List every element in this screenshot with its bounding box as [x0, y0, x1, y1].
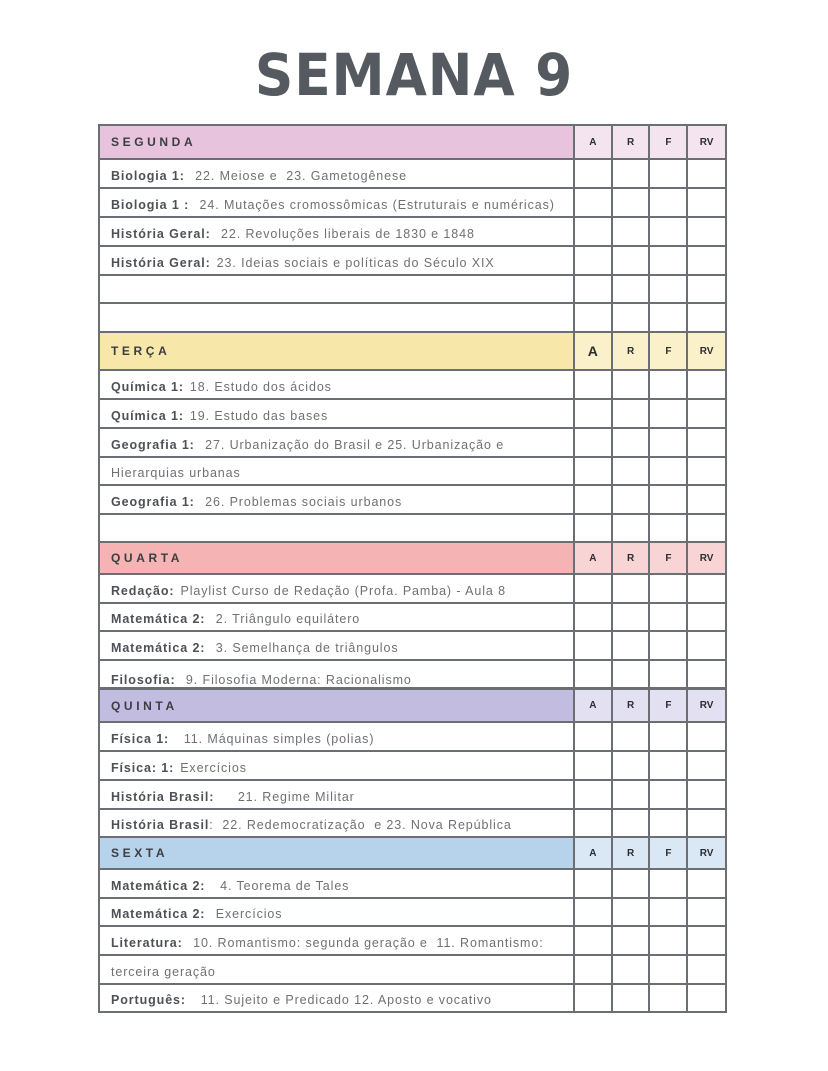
- check-r[interactable]: [611, 400, 649, 427]
- check-f[interactable]: [648, 276, 686, 302]
- check-f[interactable]: [648, 927, 686, 954]
- topic-text: 11. Sujeito e Predicado 12. Aposto e vocativo: [191, 993, 492, 1007]
- check-a[interactable]: [573, 189, 611, 216]
- table-row: [100, 456, 725, 484]
- topic-text: 19. Estudo das bases: [189, 409, 329, 423]
- check-rv[interactable]: [686, 604, 725, 630]
- check-r[interactable]: [611, 870, 649, 897]
- check-f[interactable]: [648, 515, 686, 541]
- col-a-header: A: [573, 333, 611, 369]
- day-name: TERÇA: [100, 333, 573, 369]
- topic-text: 11. Máquinas simples (polias): [175, 732, 375, 746]
- subject-label: Biologia 1 :: [111, 198, 190, 212]
- table-row: [100, 925, 725, 954]
- check-a[interactable]: [573, 276, 611, 302]
- check-rv[interactable]: [686, 723, 725, 750]
- check-rv[interactable]: [686, 985, 725, 1011]
- check-rv[interactable]: [686, 304, 725, 331]
- table-row: [100, 779, 725, 808]
- col-rv-header: RV: [686, 690, 725, 721]
- table-row: [100, 602, 725, 630]
- check-rv[interactable]: [686, 458, 725, 484]
- day-name: SEGUNDA: [100, 126, 573, 158]
- check-a[interactable]: [573, 810, 611, 836]
- day-header-quarta: [100, 541, 725, 573]
- topic-text: 9. Filosofia Moderna: Racionalismo: [181, 673, 412, 687]
- check-r[interactable]: [611, 304, 649, 331]
- check-r[interactable]: [611, 276, 649, 302]
- check-f[interactable]: [648, 604, 686, 630]
- col-r-header: R: [611, 126, 649, 158]
- check-r[interactable]: [611, 781, 649, 808]
- check-f[interactable]: [648, 723, 686, 750]
- topic-text: Hierarquias urbanas: [111, 466, 241, 480]
- col-a-header: A: [573, 126, 611, 158]
- topic-text: 2. Triângulo equilátero: [211, 612, 361, 626]
- subject-label: Química 1:: [111, 409, 184, 423]
- check-a[interactable]: [573, 429, 611, 456]
- col-a-header: A: [573, 543, 611, 573]
- subject-label: Biologia 1:: [111, 169, 185, 183]
- subject-label: Matemática 2:: [111, 612, 206, 626]
- col-a-header: A: [573, 838, 611, 868]
- check-a[interactable]: [573, 956, 611, 983]
- col-r-header: R: [611, 543, 649, 573]
- day-header-sexta: [100, 836, 725, 868]
- check-r[interactable]: [611, 723, 649, 750]
- subject-label: Matemática 2:: [111, 879, 206, 893]
- check-f[interactable]: [648, 632, 686, 659]
- check-a[interactable]: [573, 723, 611, 750]
- check-r[interactable]: [611, 927, 649, 954]
- check-rv[interactable]: [686, 429, 725, 456]
- table-row: [100, 868, 725, 897]
- check-r[interactable]: [611, 575, 649, 602]
- check-f[interactable]: [648, 486, 686, 513]
- check-r[interactable]: [611, 604, 649, 630]
- check-rv[interactable]: [686, 870, 725, 897]
- check-f[interactable]: [648, 575, 686, 602]
- col-f-header: F: [648, 690, 686, 721]
- check-f[interactable]: [648, 160, 686, 187]
- check-a[interactable]: [573, 371, 611, 398]
- table-row: [100, 158, 725, 187]
- check-a[interactable]: [573, 486, 611, 513]
- subject-label: História Brasil: [111, 818, 210, 832]
- check-rv[interactable]: [686, 927, 725, 954]
- check-f[interactable]: [648, 429, 686, 456]
- table-row: [100, 750, 725, 779]
- table-row: [100, 954, 725, 983]
- check-f[interactable]: [648, 899, 686, 925]
- check-f[interactable]: [648, 218, 686, 245]
- check-f[interactable]: [648, 247, 686, 274]
- subject-label: Física: 1:: [111, 761, 175, 775]
- subject-label: Química 1:: [111, 380, 184, 394]
- table-row: [100, 897, 725, 925]
- check-rv[interactable]: [686, 160, 725, 187]
- topic-text: Playlist Curso de Redação (Profa. Pamba) - Aula 8: [180, 584, 506, 598]
- check-a[interactable]: [573, 661, 611, 687]
- check-a[interactable]: [573, 400, 611, 427]
- check-rv[interactable]: [686, 632, 725, 659]
- check-a[interactable]: [573, 927, 611, 954]
- check-r[interactable]: [611, 632, 649, 659]
- day-header-segunda: [100, 126, 725, 158]
- topic-text: 22. Meiose e 23. Gametogênese: [190, 169, 408, 183]
- topic-text: Exercícios: [180, 761, 247, 775]
- check-a[interactable]: [573, 632, 611, 659]
- topic-text: 3. Semelhança de triângulos: [211, 641, 399, 655]
- table-row: [100, 484, 725, 513]
- subject-label: Matemática 2:: [111, 641, 206, 655]
- check-f[interactable]: [648, 304, 686, 331]
- day-header-terca: [100, 331, 725, 369]
- table-row: [100, 245, 725, 274]
- table-row-empty: [100, 513, 725, 541]
- check-a[interactable]: [573, 575, 611, 602]
- check-rv[interactable]: [686, 575, 725, 602]
- check-rv[interactable]: [686, 810, 725, 836]
- col-f-header: F: [648, 543, 686, 573]
- check-rv[interactable]: [686, 781, 725, 808]
- weekly-study-table: [98, 124, 727, 1013]
- col-r-header: R: [611, 838, 649, 868]
- table-row: [100, 427, 725, 456]
- table-row: [100, 187, 725, 216]
- subject-label: Física 1:: [111, 732, 170, 746]
- table-row: [100, 659, 725, 687]
- check-f[interactable]: [648, 661, 686, 687]
- subject-label: Matemática 2:: [111, 907, 206, 921]
- col-rv-header: RV: [686, 543, 725, 573]
- subject-label: Português:: [111, 993, 186, 1007]
- table-row: [100, 398, 725, 427]
- day-name: QUARTA: [100, 543, 573, 573]
- table-row: [100, 216, 725, 245]
- check-r[interactable]: [611, 661, 649, 687]
- subject-label: Filosofia:: [111, 673, 176, 687]
- check-r[interactable]: [611, 189, 649, 216]
- check-r[interactable]: [611, 371, 649, 398]
- subject-label: Literatura:: [111, 936, 183, 950]
- check-rv[interactable]: [686, 956, 725, 983]
- table-row-empty: [100, 302, 725, 331]
- check-r[interactable]: [611, 160, 649, 187]
- subject-label: Redação:: [111, 584, 175, 598]
- check-rv[interactable]: [686, 276, 725, 302]
- col-r-header: R: [611, 333, 649, 369]
- topic-text: 27. Urbanização do Brasil e 25. Urbanização e: [200, 438, 505, 452]
- check-r[interactable]: [611, 247, 649, 274]
- check-rv[interactable]: [686, 218, 725, 245]
- check-a[interactable]: [573, 781, 611, 808]
- check-a[interactable]: [573, 160, 611, 187]
- check-a[interactable]: [573, 218, 611, 245]
- topic-text: Exercícios: [211, 907, 283, 921]
- check-r[interactable]: [611, 810, 649, 836]
- topic-text: 24. Mutações cromossômicas (Estruturais e numéricas): [195, 198, 555, 212]
- check-a[interactable]: [573, 247, 611, 274]
- check-a[interactable]: [573, 458, 611, 484]
- topic-text: 10. Romantismo: segunda geração e 11. Romantismo:: [188, 936, 544, 950]
- check-a[interactable]: [573, 304, 611, 331]
- subject-label: Geografia 1:: [111, 438, 195, 452]
- check-r[interactable]: [611, 515, 649, 541]
- table-row-empty: [100, 274, 725, 302]
- subject-label: História Brasil:: [111, 790, 215, 804]
- check-r[interactable]: [611, 218, 649, 245]
- check-rv[interactable]: [686, 371, 725, 398]
- table-row: [100, 808, 725, 836]
- check-a[interactable]: [573, 515, 611, 541]
- topic-text: terceira geração: [111, 965, 216, 979]
- check-rv[interactable]: [686, 899, 725, 925]
- check-f[interactable]: [648, 189, 686, 216]
- check-f[interactable]: [648, 458, 686, 484]
- col-f-header: F: [648, 838, 686, 868]
- topic-text: 21. Regime Militar: [220, 790, 355, 804]
- col-f-header: F: [648, 333, 686, 369]
- check-f[interactable]: [648, 956, 686, 983]
- check-rv[interactable]: [686, 661, 725, 687]
- page-title: SEMANA 9: [254, 41, 574, 109]
- day-name: SEXTA: [100, 838, 573, 868]
- day-name: QUINTA: [100, 690, 573, 721]
- subject-label: História Geral:: [111, 256, 211, 270]
- col-r-header: R: [611, 690, 649, 721]
- check-f[interactable]: [648, 371, 686, 398]
- check-a[interactable]: [573, 752, 611, 779]
- check-r[interactable]: [611, 752, 649, 779]
- check-a[interactable]: [573, 899, 611, 925]
- table-row: [100, 573, 725, 602]
- check-r[interactable]: [611, 899, 649, 925]
- table-row: [100, 630, 725, 659]
- topic-text: 23. Ideias sociais e políticas do Século XIX: [216, 256, 495, 270]
- col-f-header: F: [648, 126, 686, 158]
- topic-text: 26. Problemas sociais urbanos: [200, 495, 403, 509]
- table-row: [100, 721, 725, 750]
- check-rv[interactable]: [686, 400, 725, 427]
- table-row: [100, 369, 725, 398]
- table-row: [100, 983, 725, 1011]
- check-r[interactable]: [611, 429, 649, 456]
- topic-text: 4. Teorema de Tales: [211, 879, 350, 893]
- check-f[interactable]: [648, 985, 686, 1011]
- check-f[interactable]: [648, 752, 686, 779]
- subject-label: Geografia 1:: [111, 495, 195, 509]
- check-f[interactable]: [648, 810, 686, 836]
- check-rv[interactable]: [686, 486, 725, 513]
- check-r[interactable]: [611, 985, 649, 1011]
- check-f[interactable]: [648, 870, 686, 897]
- check-rv[interactable]: [686, 189, 725, 216]
- check-f[interactable]: [648, 781, 686, 808]
- check-a[interactable]: [573, 870, 611, 897]
- check-r[interactable]: [611, 956, 649, 983]
- topic-text: 18. Estudo dos ácidos: [189, 380, 332, 394]
- check-f[interactable]: [648, 400, 686, 427]
- col-rv-header: RV: [686, 126, 725, 158]
- subject-label: História Geral:: [111, 227, 211, 241]
- check-r[interactable]: [611, 458, 649, 484]
- col-rv-header: RV: [686, 333, 725, 369]
- topic-text: 22. Revoluções liberais de 1830 e 1848: [216, 227, 475, 241]
- check-a[interactable]: [573, 604, 611, 630]
- check-rv[interactable]: [686, 515, 725, 541]
- topic-text: : 22. Redemocratização e 23. Nova República: [209, 818, 512, 832]
- col-a-header: A: [573, 690, 611, 721]
- col-rv-header: RV: [686, 838, 725, 868]
- day-header-quinta: [100, 687, 725, 721]
- check-rv[interactable]: [686, 752, 725, 779]
- check-rv[interactable]: [686, 247, 725, 274]
- check-a[interactable]: [573, 985, 611, 1011]
- check-r[interactable]: [611, 486, 649, 513]
